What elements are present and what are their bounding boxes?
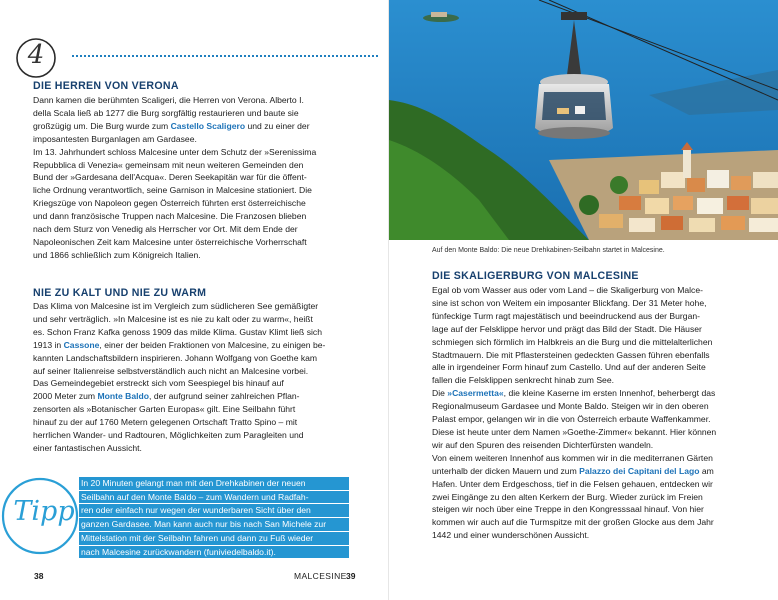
text-line: großzügig um. Die Burg wurde zum Castello Scaligero und zu einer der: [33, 120, 310, 131]
section-heading-skaligerburg: DIE SKALIGERBURG VON MALCESINE: [432, 270, 639, 282]
chapter-number: 4: [27, 40, 45, 70]
text-line: Egal ob vom Wasser aus oder vom Land – die Skaligerburg von Malce-: [432, 285, 703, 295]
text-line: kommen wir auch auf die Turmspitze mit der großen Glocke aus dem Jahr: [432, 517, 714, 528]
text-line: Kriegszüge von Napoleon gegen Österreich führten erst österreichische: [33, 198, 306, 209]
text-line: Bund der »Gardesana dell'Acqua«. Deren Seekapitän war für die öffent-: [33, 172, 307, 183]
cable-car-photo: [389, 0, 778, 240]
cable-car-illustration: [389, 0, 778, 240]
place-link: Monte Baldo: [97, 391, 150, 402]
running-footer-section: MALCESINE: [294, 571, 347, 581]
section-body-verona: [33, 94, 375, 262]
text-line: unterhalb der dicken Mauern und zum Palazzo dei Capitani del Lago am: [432, 465, 714, 476]
text-line: und dann französische Truppen nach Malcesine. Die Franzosen blieben: [33, 211, 307, 222]
text-line: alle in irgendeiner Form hinauf zum Castello. Und auf der anderen Seite: [432, 362, 706, 373]
text-line: Im 13. Jahrhundert schloss Malcesine unter dem Schutz der »Serenissima: [33, 146, 317, 157]
text-line: und sehr verträglich. »In Malcesine ist es nie zu kalt oder zu warm«, heißt: [33, 313, 313, 324]
text-line: Stadtmauern. Die mit Pflastersteinen gedeckten Gassen führen ebenfalls: [432, 349, 710, 360]
text-line: liche Ordnung verantwortlich, seine Garnison in Malcesine stationiert. Die: [33, 185, 312, 196]
text-line: Dann kamen die berühmten Scaligeri, die Herren von Verona. Alberto I.: [33, 95, 304, 105]
text-line: Hafen. Unter dem Erdgeschoss, tief in die Felsen gehauen, entdecken wir: [432, 478, 713, 489]
text-line: Regionalmuseum Gardasee und Monte Baldo. Steigen wir in den oberen: [432, 401, 709, 412]
text-line: es. Schon Franz Kafka genoss 1909 das milde Klima. Gustav Klimt ließ sich: [33, 326, 322, 337]
tipp-line: ren oder einfach nur wegen der wunderbaren Sicht über den: [79, 504, 349, 517]
tipp-box: [79, 477, 349, 559]
text-line: nach dem Sturz von Venedig als Herrscher vor Ort. Mit dem Ende der: [33, 224, 298, 235]
place-link: »Casermetta«: [447, 388, 504, 399]
section-heading-verona: DIE HERREN VON VERONA: [33, 80, 179, 92]
tipp-line: Seilbahn auf den Monte Baldo – zum Wandern und Radfah-: [79, 491, 349, 504]
tipp-line: Mittelstation mit der Seilbahn fahren und dann zu Fuß wieder: [79, 532, 349, 545]
text-line: 1442 und einer wunderschönen Aussicht.: [432, 530, 590, 541]
section-body-klima: [33, 300, 375, 455]
text-line: zensorten als »Botanischer Garten Europas« gilt. Eine Seilbahn führt: [33, 404, 296, 415]
text-line: auf seiner Italienreise selbstverständlich auch nicht an Malcesine vorbei.: [33, 365, 309, 376]
text-line: herrlichen Wander- und Radtouren, Möglichkeiten zum Paragleiten und: [33, 430, 304, 441]
text-line: Repubblica di Venezia« gemeinsam mit neun weiteren Gemeinden den: [33, 159, 304, 170]
text-line: hinauf zu der auf 1760 Metern gelegenen Ortschaft Tratto Spino – mit: [33, 417, 298, 428]
photo-caption: Auf den Monte Baldo: Die neue Drehkabinen-Seilbahn startet in Malcesine.: [432, 247, 665, 254]
text-line: Von einem weiteren Innenhof aus kommen wir in die mediterranen Gärten: [432, 452, 713, 463]
place-link: Castello Scaligero: [170, 120, 246, 131]
text-line: Die »Casermetta«, die kleine Kaserne im ersten Innenhof, beherbergt das: [432, 388, 716, 399]
place-link: Palazzo dei Capitani del Lago: [579, 465, 700, 476]
text-line: Napoleonischen Zeit kam Malcesine unter österreichische Vorherrschaft: [33, 236, 307, 247]
text-line: fallen die Felsklippen senkrecht hinab zum See.: [432, 375, 615, 386]
text-line: lage auf der Felsklippe hervor und prägt das Bild der Stadt. Die Häuser: [432, 323, 702, 334]
text-line: und 1866 schließlich zum Königreich Italien.: [33, 249, 201, 260]
text-line: imposantesten Burganlagen am Gardasee.: [33, 133, 197, 144]
text-line: einer fantastischen Aussicht.: [33, 442, 142, 453]
text-line: Das Gemeindegebiet erstreckt sich vom Seespiegel bis hinauf auf: [33, 378, 284, 389]
text-line: steigen wir noch über eine Treppe in den Kongresssaal hinauf. Von hier: [432, 504, 704, 515]
tipp-line: In 20 Minuten gelangt man mit den Drehkabinen der neuen: [79, 477, 349, 490]
tipp-line: nach Malcesine zurückwandern (funiviedelbaldo.it).: [79, 546, 349, 559]
text-line: Das Klima von Malcesine ist im Vergleich zum südlicheren See gemäßigter: [33, 301, 319, 311]
text-line: schmiegen sich förmlich im Halbkreis an die Burg und die mittelalterlichen: [432, 336, 713, 347]
text-line: Diese ist heute unter dem Namen »Goethe-Zimmer« bekannt. Hier können: [432, 426, 717, 437]
text-line: fünfeckige Turm ragt majestätisch und beeindruckend aus der Burgan-: [432, 310, 700, 321]
text-line: 2000 Meter zum Monte Baldo, der aufgrund seiner zahlreichen Pflan-: [33, 391, 300, 402]
text-line: sine ist schon von Weitem ein imposanter Blickfang. Der 31 Meter hohe,: [432, 297, 707, 308]
place-link: Cassone: [63, 339, 100, 350]
text-line: zwei Eingänge zu den alten Kerkern der Burg. Wieder zurück im Freien: [432, 491, 703, 502]
tipp-line: ganzen Gardasee. Man kann auch nur bis nach San Michele zur: [79, 518, 349, 531]
tipp-label: Tipp: [13, 496, 75, 527]
text-line: 1913 in Cassone, einer der beiden Fraktionen von Malcesine, zu einigen be-: [33, 339, 326, 350]
text-line: wir auf den Spuren des reisenden Dichterfürsten wandeln.: [432, 439, 654, 450]
text-line: Palast empor, gelangen wir in die von Österreich erbaute Waffenkammer.: [432, 414, 711, 425]
page-number-right: 39: [346, 571, 356, 581]
section-heading-klima: NIE ZU KALT UND NIE ZU WARM: [33, 287, 207, 299]
text-line: della Scala ließ ab 1277 die Burg sorgfältig restaurieren und baute sie: [33, 107, 299, 118]
page-number-left: 38: [34, 571, 44, 581]
text-line: kannten Landschaftsbildern inspirieren. Johann Wolfgang von Goethe kam: [33, 352, 318, 363]
gondola-cabin: [535, 74, 613, 139]
dotted-divider: [72, 55, 378, 57]
section-body-skaligerburg: [432, 284, 772, 542]
